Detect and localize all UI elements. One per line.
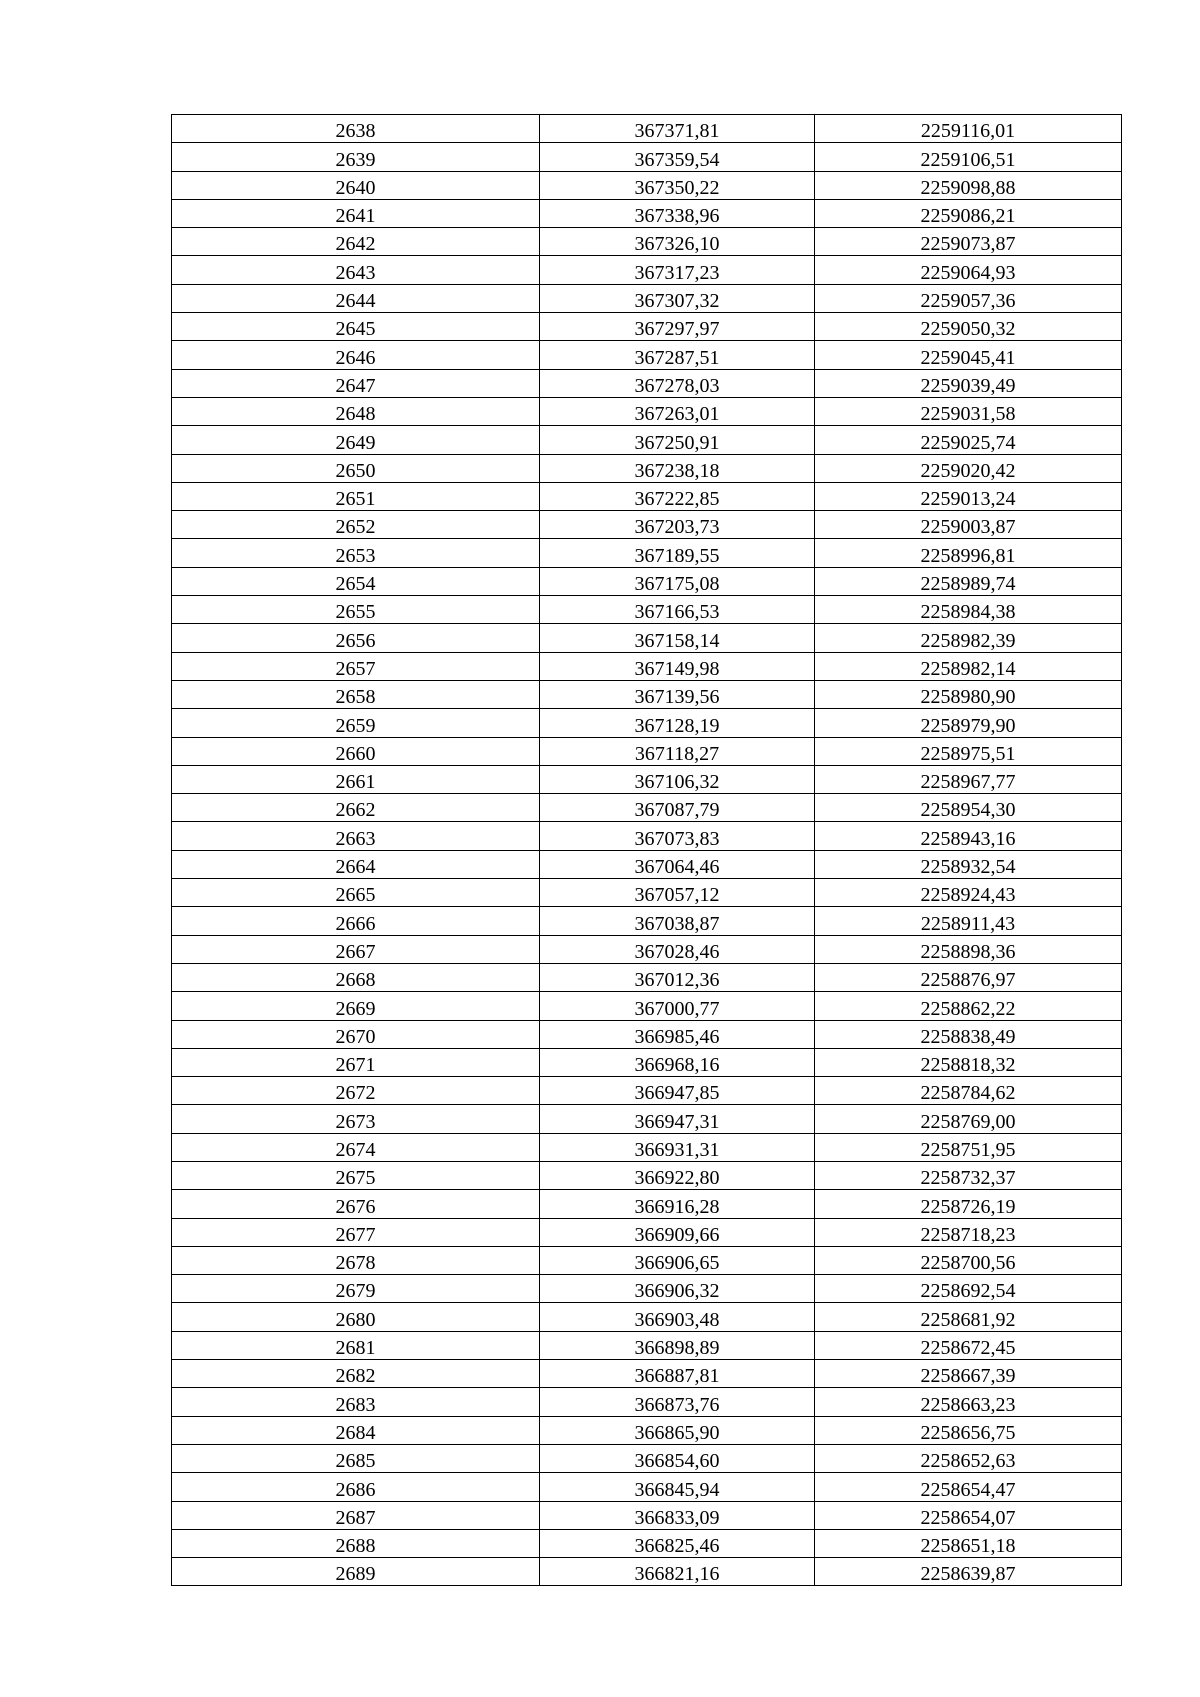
point-number-cell: 2685	[172, 1444, 540, 1472]
y-coordinate-cell: 2258654,07	[815, 1501, 1122, 1529]
point-number-cell: 2668	[172, 963, 540, 991]
point-number-cell: 2643	[172, 256, 540, 284]
point-number-cell: 2687	[172, 1501, 540, 1529]
point-number-cell: 2665	[172, 879, 540, 907]
y-coordinate-cell: 2258751,95	[815, 1133, 1122, 1161]
x-coordinate-cell: 367238,18	[540, 454, 815, 482]
y-coordinate-cell: 2259057,36	[815, 284, 1122, 312]
table-row	[172, 709, 1122, 737]
table-row	[172, 1105, 1122, 1133]
y-coordinate-cell: 2258932,54	[815, 850, 1122, 878]
document-page	[171, 114, 1121, 1586]
y-coordinate-cell: 2258663,23	[815, 1388, 1122, 1416]
x-coordinate-cell: 366865,90	[540, 1416, 815, 1444]
point-number-cell: 2651	[172, 482, 540, 510]
point-number-cell: 2645	[172, 313, 540, 341]
table-row	[172, 680, 1122, 708]
table-row	[172, 426, 1122, 454]
x-coordinate-cell: 367287,51	[540, 341, 815, 369]
x-coordinate-cell: 367175,08	[540, 567, 815, 595]
table-row	[172, 1275, 1122, 1303]
x-coordinate-cell: 367064,46	[540, 850, 815, 878]
table-row	[172, 794, 1122, 822]
x-coordinate-cell: 367057,12	[540, 879, 815, 907]
point-number-cell: 2660	[172, 737, 540, 765]
table-row	[172, 511, 1122, 539]
y-coordinate-cell: 2258943,16	[815, 822, 1122, 850]
x-coordinate-cell: 367222,85	[540, 482, 815, 510]
x-coordinate-cell: 366906,65	[540, 1246, 815, 1274]
x-coordinate-cell: 366931,31	[540, 1133, 815, 1161]
y-coordinate-cell: 2259064,93	[815, 256, 1122, 284]
table-row	[172, 1077, 1122, 1105]
table-row	[172, 1388, 1122, 1416]
point-number-cell: 2647	[172, 369, 540, 397]
y-coordinate-cell: 2259003,87	[815, 511, 1122, 539]
y-coordinate-cell: 2258982,39	[815, 624, 1122, 652]
point-number-cell: 2656	[172, 624, 540, 652]
x-coordinate-cell: 367000,77	[540, 992, 815, 1020]
point-number-cell: 2664	[172, 850, 540, 878]
coordinates-table	[171, 114, 1122, 1586]
table-row	[172, 284, 1122, 312]
y-coordinate-cell: 2258769,00	[815, 1105, 1122, 1133]
point-number-cell: 2655	[172, 596, 540, 624]
y-coordinate-cell: 2258911,43	[815, 907, 1122, 935]
point-number-cell: 2675	[172, 1161, 540, 1189]
x-coordinate-cell: 366898,89	[540, 1331, 815, 1359]
point-number-cell: 2688	[172, 1529, 540, 1557]
x-coordinate-cell: 366821,16	[540, 1558, 815, 1586]
y-coordinate-cell: 2259013,24	[815, 482, 1122, 510]
table-row	[172, 454, 1122, 482]
table-row	[172, 1218, 1122, 1246]
x-coordinate-cell: 366887,81	[540, 1360, 815, 1388]
x-coordinate-cell: 367073,83	[540, 822, 815, 850]
table-row	[172, 652, 1122, 680]
point-number-cell: 2679	[172, 1275, 540, 1303]
y-coordinate-cell: 2258726,19	[815, 1190, 1122, 1218]
table-row	[172, 1133, 1122, 1161]
y-coordinate-cell: 2258862,22	[815, 992, 1122, 1020]
table-row	[172, 1360, 1122, 1388]
table-row	[172, 1444, 1122, 1472]
point-number-cell: 2653	[172, 539, 540, 567]
x-coordinate-cell: 366985,46	[540, 1020, 815, 1048]
y-coordinate-cell: 2258667,39	[815, 1360, 1122, 1388]
x-coordinate-cell: 367307,32	[540, 284, 815, 312]
table-row	[172, 992, 1122, 1020]
table-row	[172, 1303, 1122, 1331]
table-row	[172, 1161, 1122, 1189]
y-coordinate-cell: 2258784,62	[815, 1077, 1122, 1105]
table-row	[172, 199, 1122, 227]
y-coordinate-cell: 2259106,51	[815, 143, 1122, 171]
x-coordinate-cell: 366968,16	[540, 1048, 815, 1076]
table-row	[172, 1020, 1122, 1048]
coordinates-table-body	[172, 115, 1122, 1586]
point-number-cell: 2649	[172, 426, 540, 454]
point-number-cell: 2682	[172, 1360, 540, 1388]
point-number-cell: 2674	[172, 1133, 540, 1161]
point-number-cell: 2677	[172, 1218, 540, 1246]
x-coordinate-cell: 367250,91	[540, 426, 815, 454]
table-row	[172, 115, 1122, 143]
y-coordinate-cell: 2258732,37	[815, 1161, 1122, 1189]
table-row	[172, 822, 1122, 850]
point-number-cell: 2686	[172, 1473, 540, 1501]
point-number-cell: 2683	[172, 1388, 540, 1416]
table-row	[172, 1558, 1122, 1586]
x-coordinate-cell: 367371,81	[540, 115, 815, 143]
table-row	[172, 397, 1122, 425]
y-coordinate-cell: 2259086,21	[815, 199, 1122, 227]
x-coordinate-cell: 366906,32	[540, 1275, 815, 1303]
y-coordinate-cell: 2258656,75	[815, 1416, 1122, 1444]
point-number-cell: 2661	[172, 765, 540, 793]
x-coordinate-cell: 366903,48	[540, 1303, 815, 1331]
x-coordinate-cell: 367317,23	[540, 256, 815, 284]
point-number-cell: 2640	[172, 171, 540, 199]
table-row	[172, 313, 1122, 341]
point-number-cell: 2667	[172, 935, 540, 963]
y-coordinate-cell: 2258967,77	[815, 765, 1122, 793]
table-row	[172, 907, 1122, 935]
y-coordinate-cell: 2258980,90	[815, 680, 1122, 708]
point-number-cell: 2671	[172, 1048, 540, 1076]
table-row	[172, 143, 1122, 171]
table-row	[172, 879, 1122, 907]
y-coordinate-cell: 2259116,01	[815, 115, 1122, 143]
table-row	[172, 596, 1122, 624]
point-number-cell: 2666	[172, 907, 540, 935]
y-coordinate-cell: 2259031,58	[815, 397, 1122, 425]
y-coordinate-cell: 2258838,49	[815, 1020, 1122, 1048]
y-coordinate-cell: 2259050,32	[815, 313, 1122, 341]
table-row	[172, 1048, 1122, 1076]
x-coordinate-cell: 367278,03	[540, 369, 815, 397]
x-coordinate-cell: 367166,53	[540, 596, 815, 624]
point-number-cell: 2672	[172, 1077, 540, 1105]
point-number-cell: 2670	[172, 1020, 540, 1048]
table-row	[172, 1246, 1122, 1274]
x-coordinate-cell: 366873,76	[540, 1388, 815, 1416]
point-number-cell: 2650	[172, 454, 540, 482]
y-coordinate-cell: 2258692,54	[815, 1275, 1122, 1303]
x-coordinate-cell: 367359,54	[540, 143, 815, 171]
x-coordinate-cell: 367350,22	[540, 171, 815, 199]
point-number-cell: 2684	[172, 1416, 540, 1444]
x-coordinate-cell: 367203,73	[540, 511, 815, 539]
x-coordinate-cell: 367106,32	[540, 765, 815, 793]
point-number-cell: 2663	[172, 822, 540, 850]
table-row	[172, 228, 1122, 256]
point-number-cell: 2652	[172, 511, 540, 539]
table-row	[172, 256, 1122, 284]
x-coordinate-cell: 367128,19	[540, 709, 815, 737]
x-coordinate-cell: 366947,31	[540, 1105, 815, 1133]
point-number-cell: 2681	[172, 1331, 540, 1359]
y-coordinate-cell: 2258984,38	[815, 596, 1122, 624]
point-number-cell: 2662	[172, 794, 540, 822]
x-coordinate-cell: 367189,55	[540, 539, 815, 567]
point-number-cell: 2642	[172, 228, 540, 256]
table-row	[172, 850, 1122, 878]
table-row	[172, 765, 1122, 793]
table-row	[172, 1190, 1122, 1218]
x-coordinate-cell: 367139,56	[540, 680, 815, 708]
table-row	[172, 1473, 1122, 1501]
x-coordinate-cell: 367087,79	[540, 794, 815, 822]
point-number-cell: 2689	[172, 1558, 540, 1586]
table-row	[172, 1529, 1122, 1557]
table-row	[172, 624, 1122, 652]
point-number-cell: 2680	[172, 1303, 540, 1331]
y-coordinate-cell: 2258876,97	[815, 963, 1122, 991]
x-coordinate-cell: 366909,66	[540, 1218, 815, 1246]
table-row	[172, 341, 1122, 369]
x-coordinate-cell: 367297,97	[540, 313, 815, 341]
point-number-cell: 2646	[172, 341, 540, 369]
table-row	[172, 369, 1122, 397]
y-coordinate-cell: 2258718,23	[815, 1218, 1122, 1246]
point-number-cell: 2669	[172, 992, 540, 1020]
y-coordinate-cell: 2258898,36	[815, 935, 1122, 963]
y-coordinate-cell: 2259073,87	[815, 228, 1122, 256]
y-coordinate-cell: 2259039,49	[815, 369, 1122, 397]
point-number-cell: 2654	[172, 567, 540, 595]
table-row	[172, 935, 1122, 963]
table-row	[172, 482, 1122, 510]
y-coordinate-cell: 2258639,87	[815, 1558, 1122, 1586]
y-coordinate-cell: 2258954,30	[815, 794, 1122, 822]
y-coordinate-cell: 2259045,41	[815, 341, 1122, 369]
y-coordinate-cell: 2258818,32	[815, 1048, 1122, 1076]
x-coordinate-cell: 367149,98	[540, 652, 815, 680]
y-coordinate-cell: 2259025,74	[815, 426, 1122, 454]
table-row	[172, 567, 1122, 595]
x-coordinate-cell: 367263,01	[540, 397, 815, 425]
x-coordinate-cell: 367158,14	[540, 624, 815, 652]
point-number-cell: 2678	[172, 1246, 540, 1274]
x-coordinate-cell: 366922,80	[540, 1161, 815, 1189]
point-number-cell: 2639	[172, 143, 540, 171]
y-coordinate-cell: 2258924,43	[815, 879, 1122, 907]
point-number-cell: 2644	[172, 284, 540, 312]
table-row	[172, 1416, 1122, 1444]
y-coordinate-cell: 2258982,14	[815, 652, 1122, 680]
table-row	[172, 963, 1122, 991]
point-number-cell: 2673	[172, 1105, 540, 1133]
y-coordinate-cell: 2259020,42	[815, 454, 1122, 482]
point-number-cell: 2676	[172, 1190, 540, 1218]
y-coordinate-cell: 2258652,63	[815, 1444, 1122, 1472]
y-coordinate-cell: 2258989,74	[815, 567, 1122, 595]
y-coordinate-cell: 2258996,81	[815, 539, 1122, 567]
x-coordinate-cell: 366854,60	[540, 1444, 815, 1472]
x-coordinate-cell: 367038,87	[540, 907, 815, 935]
point-number-cell: 2638	[172, 115, 540, 143]
x-coordinate-cell: 366845,94	[540, 1473, 815, 1501]
point-number-cell: 2658	[172, 680, 540, 708]
y-coordinate-cell: 2258979,90	[815, 709, 1122, 737]
x-coordinate-cell: 367326,10	[540, 228, 815, 256]
point-number-cell: 2657	[172, 652, 540, 680]
x-coordinate-cell: 366825,46	[540, 1529, 815, 1557]
point-number-cell: 2648	[172, 397, 540, 425]
y-coordinate-cell: 2258681,92	[815, 1303, 1122, 1331]
x-coordinate-cell: 367338,96	[540, 199, 815, 227]
table-row	[172, 1331, 1122, 1359]
y-coordinate-cell: 2258654,47	[815, 1473, 1122, 1501]
x-coordinate-cell: 366833,09	[540, 1501, 815, 1529]
table-row	[172, 171, 1122, 199]
x-coordinate-cell: 366947,85	[540, 1077, 815, 1105]
y-coordinate-cell: 2259098,88	[815, 171, 1122, 199]
table-row	[172, 1501, 1122, 1529]
table-row	[172, 539, 1122, 567]
x-coordinate-cell: 367028,46	[540, 935, 815, 963]
table-row	[172, 737, 1122, 765]
y-coordinate-cell: 2258672,45	[815, 1331, 1122, 1359]
x-coordinate-cell: 366916,28	[540, 1190, 815, 1218]
point-number-cell: 2641	[172, 199, 540, 227]
y-coordinate-cell: 2258700,56	[815, 1246, 1122, 1274]
y-coordinate-cell: 2258651,18	[815, 1529, 1122, 1557]
y-coordinate-cell: 2258975,51	[815, 737, 1122, 765]
x-coordinate-cell: 367118,27	[540, 737, 815, 765]
x-coordinate-cell: 367012,36	[540, 963, 815, 991]
point-number-cell: 2659	[172, 709, 540, 737]
